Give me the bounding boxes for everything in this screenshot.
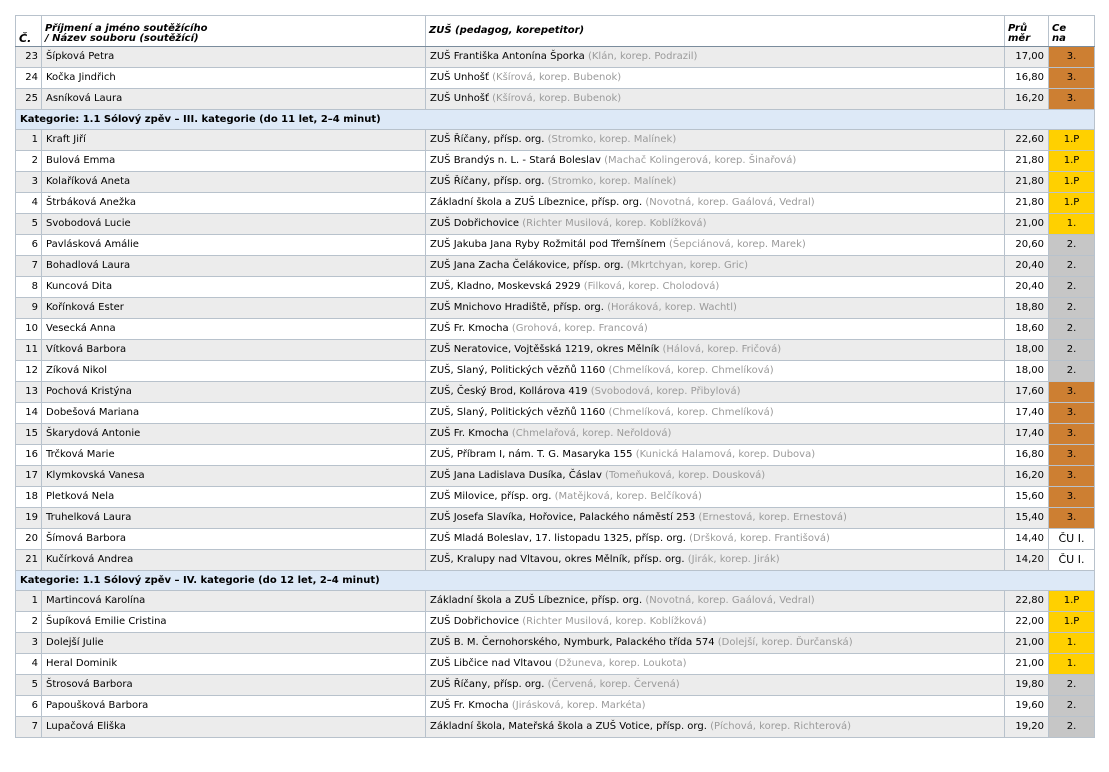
- school-name: ZUŠ Mnichovo Hradiště, přísp. org.: [430, 302, 604, 313]
- average-score: 19,80: [1005, 675, 1049, 696]
- average-score: 18,60: [1005, 319, 1049, 340]
- school-cell: [426, 382, 1005, 403]
- entry-number: 3: [16, 172, 42, 193]
- table-row: [16, 193, 1095, 214]
- school-name: ZUŠ Dobřichovice: [430, 616, 520, 627]
- teacher-names: (Grohová, korep. Francová): [511, 323, 648, 334]
- teacher-names: (Matějková, korep. Belčíková): [554, 491, 702, 502]
- average-score: 14,40: [1005, 529, 1049, 550]
- average-score: 15,60: [1005, 487, 1049, 508]
- school-cell: [426, 591, 1005, 612]
- school-name: ZUŠ Fr. Kmocha: [430, 700, 509, 711]
- contestant-name: Klymkovská Vanesa: [42, 466, 426, 487]
- entry-number: 7: [16, 256, 42, 277]
- school-name: ZUŠ Unhošť: [430, 72, 489, 83]
- teacher-names: (Dolejší, korep. Ďurčanská): [717, 637, 853, 648]
- table-row: [16, 130, 1095, 151]
- prize-badge: 3.: [1049, 68, 1095, 89]
- school-cell: [426, 633, 1005, 654]
- prize-badge: 1.P: [1049, 130, 1095, 151]
- entry-number: 20: [16, 529, 42, 550]
- average-score: 21,00: [1005, 214, 1049, 235]
- prize-badge: 1.P: [1049, 591, 1095, 612]
- contestant-name: Bulová Emma: [42, 151, 426, 172]
- average-score: 16,20: [1005, 89, 1049, 110]
- category-label: Kategorie: 1.1 Sólový zpěv – IV. kategorie (do 12 let, 2–4 minut): [16, 571, 1095, 591]
- average-score: 18,00: [1005, 361, 1049, 382]
- average-score: 21,80: [1005, 193, 1049, 214]
- teacher-names: (Mkrtchyan, korep. Gric): [626, 260, 749, 271]
- entry-number: 14: [16, 403, 42, 424]
- contestant-name: Kolaříková Aneta: [42, 172, 426, 193]
- average-score: 16,20: [1005, 466, 1049, 487]
- teacher-names: (Svobodová, korep. Přibylová): [590, 386, 741, 397]
- prize-badge: 2.: [1049, 256, 1095, 277]
- contestant-name: Martincová Karolína: [42, 591, 426, 612]
- prize-badge: ČU I.: [1049, 550, 1095, 571]
- school-cell: [426, 89, 1005, 110]
- prize-badge: 2.: [1049, 277, 1095, 298]
- contestant-name: Svobodová Lucie: [42, 214, 426, 235]
- teacher-names: (Džuneva, korep. Loukota): [554, 658, 687, 669]
- contestant-name: Šupíková Emilie Cristina: [42, 612, 426, 633]
- contestant-name: Pavlásková Amálie: [42, 235, 426, 256]
- average-score: 20,40: [1005, 277, 1049, 298]
- entry-number: 16: [16, 445, 42, 466]
- contestant-name: Štrbáková Anežka: [42, 193, 426, 214]
- entry-number: 1: [16, 591, 42, 612]
- school-cell: [426, 235, 1005, 256]
- contestant-name: Škarydová Antonie: [42, 424, 426, 445]
- school-name: Základní škola a ZUŠ Líbeznice, přísp. org.: [430, 595, 643, 606]
- contestant-name: Zíková Nikol: [42, 361, 426, 382]
- header-row: [16, 16, 1095, 47]
- contestant-name: Šímová Barbora: [42, 529, 426, 550]
- table-row: [16, 256, 1095, 277]
- teacher-names: (Červená, korep. Červená): [547, 679, 680, 690]
- contestant-name: Pletková Nela: [42, 487, 426, 508]
- teacher-names: (Dršková, korep. Františová): [689, 533, 830, 544]
- table-row: [16, 319, 1095, 340]
- school-cell: [426, 298, 1005, 319]
- school-cell: [426, 424, 1005, 445]
- average-score: 22,00: [1005, 612, 1049, 633]
- prize-badge: 3.: [1049, 487, 1095, 508]
- teacher-names: (Jirásková, korep. Markéta): [511, 700, 646, 711]
- entry-number: 6: [16, 696, 42, 717]
- teacher-names: (Jirák, korep. Jirák): [687, 554, 780, 565]
- table-row: [16, 550, 1095, 571]
- table-row: [16, 696, 1095, 717]
- school-cell: [426, 361, 1005, 382]
- school-name: ZUŠ, Kladno, Moskevská 2929: [430, 281, 581, 292]
- school-cell: [426, 487, 1005, 508]
- contestant-name: Bohadlová Laura: [42, 256, 426, 277]
- prize-badge: 3.: [1049, 508, 1095, 529]
- entry-number: 24: [16, 68, 42, 89]
- average-score: 21,00: [1005, 633, 1049, 654]
- teacher-names: (Richter Musilová, korep. Koblížková): [522, 218, 707, 229]
- entry-number: 9: [16, 298, 42, 319]
- school-name: ZUŠ Josefa Slavíka, Hořovice, Palackého náměstí 253: [430, 512, 696, 523]
- teacher-names: (Píchová, korep. Richterová): [710, 721, 852, 732]
- average-score: 18,80: [1005, 298, 1049, 319]
- contestant-name: Truhelková Laura: [42, 508, 426, 529]
- table-row: [16, 529, 1095, 550]
- header-number: Č.: [16, 16, 42, 47]
- teacher-names: (Horáková, korep. Wachtl): [607, 302, 737, 313]
- contestant-name: Kočka Jindřich: [42, 68, 426, 89]
- teacher-names: (Novotná, korep. Gaálová, Vedral): [645, 595, 815, 606]
- school-cell: [426, 654, 1005, 675]
- school-name: ZUŠ Unhošť: [430, 93, 489, 104]
- results-body: [16, 47, 1095, 738]
- school-name: ZUŠ Fr. Kmocha: [430, 428, 509, 439]
- school-cell: [426, 550, 1005, 571]
- entry-number: 4: [16, 654, 42, 675]
- contestant-name: Kořínková Ester: [42, 298, 426, 319]
- contestant-name: Štrosová Barbora: [42, 675, 426, 696]
- school-name: ZUŠ, Český Brod, Kollárova 419: [430, 386, 588, 397]
- entry-number: 7: [16, 717, 42, 738]
- entry-number: 15: [16, 424, 42, 445]
- contestant-name: Lupačová Eliška: [42, 717, 426, 738]
- school-cell: [426, 403, 1005, 424]
- average-score: 17,40: [1005, 403, 1049, 424]
- table-row: [16, 277, 1095, 298]
- teacher-names: (Novotná, korep. Gaálová, Vedral): [645, 197, 815, 208]
- school-name: ZUŠ Brandýs n. L. - Stará Boleslav: [430, 155, 601, 166]
- average-score: 22,60: [1005, 130, 1049, 151]
- prize-badge: ČU I.: [1049, 529, 1095, 550]
- table-row: [16, 445, 1095, 466]
- average-score: 20,40: [1005, 256, 1049, 277]
- average-score: 21,80: [1005, 172, 1049, 193]
- table-row: [16, 382, 1095, 403]
- prize-badge: 3.: [1049, 403, 1095, 424]
- table-row: [16, 151, 1095, 172]
- entry-number: 13: [16, 382, 42, 403]
- header-name-line1: Příjmení a jméno soutěžícího: [45, 23, 208, 34]
- school-name: ZUŠ Jakuba Jana Ryby Rožmitál pod Třemšínem: [430, 239, 666, 250]
- contestant-name: Dobešová Mariana: [42, 403, 426, 424]
- contestant-name: Asníková Laura: [42, 89, 426, 110]
- entry-number: 2: [16, 151, 42, 172]
- contestant-name: Heral Dominik: [42, 654, 426, 675]
- entry-number: 4: [16, 193, 42, 214]
- school-name: ZUŠ Mladá Boleslav, 17. listopadu 1325, přísp. org.: [430, 533, 686, 544]
- header-school: ZUŠ (pedagog, korepetitor): [426, 16, 1005, 47]
- prize-badge: 3.: [1049, 424, 1095, 445]
- teacher-names: (Chmelíková, korep. Chmelíková): [608, 365, 774, 376]
- prize-badge: 2.: [1049, 340, 1095, 361]
- table-row: [16, 89, 1095, 110]
- entry-number: 17: [16, 466, 42, 487]
- school-cell: [426, 529, 1005, 550]
- table-row: [16, 403, 1095, 424]
- table-row: [16, 47, 1095, 68]
- prize-badge: 1.P: [1049, 172, 1095, 193]
- average-score: 17,60: [1005, 382, 1049, 403]
- prize-badge: 2.: [1049, 235, 1095, 256]
- table-row: [16, 68, 1095, 89]
- school-name: ZUŠ, Příbram I, nám. T. G. Masaryka 155: [430, 449, 633, 460]
- entry-number: 2: [16, 612, 42, 633]
- school-name: ZUŠ Jana Zacha Čelákovice, přísp. org.: [430, 260, 624, 271]
- teacher-names: (Kšírová, korep. Bubenok): [492, 93, 622, 104]
- school-name: ZUŠ Říčany, přísp. org.: [430, 679, 545, 690]
- entry-number: 1: [16, 130, 42, 151]
- school-name: ZUŠ Františka Antonína Šporka: [430, 51, 585, 62]
- school-name: ZUŠ Milovice, přísp. org.: [430, 491, 552, 502]
- table-row: [16, 361, 1095, 382]
- school-cell: [426, 47, 1005, 68]
- average-score: 17,40: [1005, 424, 1049, 445]
- average-score: 17,00: [1005, 47, 1049, 68]
- entry-number: 3: [16, 633, 42, 654]
- prize-badge: 3.: [1049, 47, 1095, 68]
- entry-number: 18: [16, 487, 42, 508]
- prize-badge: 3.: [1049, 89, 1095, 110]
- school-cell: [426, 319, 1005, 340]
- results-table: [15, 15, 1095, 738]
- table-row: [16, 340, 1095, 361]
- header-score: Prů měr: [1005, 16, 1049, 47]
- contestant-name: Šípková Petra: [42, 47, 426, 68]
- prize-badge: 1.P: [1049, 193, 1095, 214]
- school-cell: [426, 466, 1005, 487]
- contestant-name: Pochová Kristýna: [42, 382, 426, 403]
- teacher-names: (Kšírová, korep. Bubenok): [492, 72, 622, 83]
- school-name: ZUŠ, Slaný, Politických vězňů 1160: [430, 407, 606, 418]
- table-row: [16, 235, 1095, 256]
- school-cell: [426, 340, 1005, 361]
- contestant-name: Vesecká Anna: [42, 319, 426, 340]
- entry-number: 6: [16, 235, 42, 256]
- contestant-name: Kučírková Andrea: [42, 550, 426, 571]
- table-row: [16, 466, 1095, 487]
- school-name: Základní škola a ZUŠ Líbeznice, přísp. org.: [430, 197, 643, 208]
- entry-number: 19: [16, 508, 42, 529]
- prize-badge: 2.: [1049, 361, 1095, 382]
- school-name: Základní škola, Mateřská škola a ZUŠ Votice, přísp. org.: [430, 721, 707, 732]
- school-cell: [426, 256, 1005, 277]
- prize-badge: 1.: [1049, 654, 1095, 675]
- school-cell: [426, 508, 1005, 529]
- average-score: 19,60: [1005, 696, 1049, 717]
- table-row: [16, 591, 1095, 612]
- school-cell: [426, 130, 1005, 151]
- entry-number: 5: [16, 675, 42, 696]
- teacher-names: (Šepciánová, korep. Marek): [668, 239, 806, 250]
- contestant-name: Dolejší Julie: [42, 633, 426, 654]
- school-name: ZUŠ Dobřichovice: [430, 218, 520, 229]
- table-row: [16, 508, 1095, 529]
- school-cell: [426, 172, 1005, 193]
- average-score: 15,40: [1005, 508, 1049, 529]
- prize-badge: 2.: [1049, 298, 1095, 319]
- school-name: ZUŠ Neratovice, Vojtěšská 1219, okres Mělník: [430, 344, 660, 355]
- school-name: ZUŠ Jana Ladislava Dusíka, Čáslav: [430, 470, 602, 481]
- school-cell: [426, 277, 1005, 298]
- prize-badge: 2.: [1049, 717, 1095, 738]
- school-name: ZUŠ Libčice nad Vltavou: [430, 658, 552, 669]
- entry-number: 5: [16, 214, 42, 235]
- contestant-name: Vítková Barbora: [42, 340, 426, 361]
- contestant-name: Kuncová Dita: [42, 277, 426, 298]
- contestant-name: Trčková Marie: [42, 445, 426, 466]
- prize-badge: 3.: [1049, 466, 1095, 487]
- table-row: [16, 298, 1095, 319]
- table-row: [16, 675, 1095, 696]
- prize-badge: 3.: [1049, 382, 1095, 403]
- entry-number: 11: [16, 340, 42, 361]
- school-cell: [426, 696, 1005, 717]
- header-name: [42, 16, 426, 47]
- average-score: 16,80: [1005, 445, 1049, 466]
- average-score: 20,60: [1005, 235, 1049, 256]
- average-score: 18,00: [1005, 340, 1049, 361]
- school-cell: [426, 214, 1005, 235]
- teacher-names: (Chmelíková, korep. Chmelíková): [608, 407, 774, 418]
- school-cell: [426, 193, 1005, 214]
- school-name: ZUŠ Říčany, přísp. org.: [430, 176, 545, 187]
- prize-badge: 1.: [1049, 214, 1095, 235]
- teacher-names: (Filková, korep. Cholodová): [583, 281, 720, 292]
- category-row: [16, 571, 1095, 591]
- prize-badge: 2.: [1049, 319, 1095, 340]
- school-name: ZUŠ Říčany, přísp. org.: [430, 134, 545, 145]
- school-name: ZUŠ, Kralupy nad Vltavou, okres Mělník, přísp. org.: [430, 554, 685, 565]
- table-row: [16, 717, 1095, 738]
- average-score: 19,20: [1005, 717, 1049, 738]
- average-score: 22,80: [1005, 591, 1049, 612]
- teacher-names: (Stromko, korep. Malínek): [547, 176, 677, 187]
- entry-number: 8: [16, 277, 42, 298]
- header-prize: Ce na: [1049, 16, 1095, 47]
- teacher-names: (Richter Musilová, korep. Koblížková): [522, 616, 707, 627]
- table-row: [16, 612, 1095, 633]
- entry-number: 21: [16, 550, 42, 571]
- average-score: 16,80: [1005, 68, 1049, 89]
- table-row: [16, 172, 1095, 193]
- average-score: 21,00: [1005, 654, 1049, 675]
- category-row: [16, 110, 1095, 130]
- school-cell: [426, 68, 1005, 89]
- contestant-name: Kraft Jiří: [42, 130, 426, 151]
- prize-badge: 1.P: [1049, 151, 1095, 172]
- school-name: ZUŠ B. M. Černohorského, Nymburk, Palackého třída 574: [430, 637, 715, 648]
- school-cell: [426, 612, 1005, 633]
- prize-badge: 1.P: [1049, 612, 1095, 633]
- entry-number: 25: [16, 89, 42, 110]
- average-score: 21,80: [1005, 151, 1049, 172]
- prize-badge: 2.: [1049, 696, 1095, 717]
- category-label: Kategorie: 1.1 Sólový zpěv – III. kategorie (do 11 let, 2–4 minut): [16, 110, 1095, 130]
- teacher-names: (Ernestová, korep. Ernestová): [698, 512, 847, 523]
- teacher-names: (Klán, korep. Podrazil): [587, 51, 698, 62]
- school-cell: [426, 675, 1005, 696]
- school-name: ZUŠ Fr. Kmocha: [430, 323, 509, 334]
- entry-number: 12: [16, 361, 42, 382]
- prize-badge: 3.: [1049, 445, 1095, 466]
- prize-badge: 1.: [1049, 633, 1095, 654]
- entry-number: 23: [16, 47, 42, 68]
- teacher-names: (Machač Kolingerová, korep. Šinařová): [604, 155, 797, 166]
- prize-badge: 2.: [1049, 675, 1095, 696]
- teacher-names: (Chmelařová, korep. Neřoldová): [511, 428, 672, 439]
- header-name-line2: / Název souboru (soutěžící): [45, 33, 199, 44]
- school-cell: [426, 717, 1005, 738]
- average-score: 14,20: [1005, 550, 1049, 571]
- table-row: [16, 487, 1095, 508]
- teacher-names: (Stromko, korep. Malínek): [547, 134, 677, 145]
- teacher-names: (Tomeňuková, korep. Dousková): [605, 470, 766, 481]
- teacher-names: (Kunická Halamová, korep. Dubova): [635, 449, 816, 460]
- entry-number: 10: [16, 319, 42, 340]
- table-row: [16, 424, 1095, 445]
- school-name: ZUŠ, Slaný, Politických vězňů 1160: [430, 365, 606, 376]
- school-cell: [426, 445, 1005, 466]
- table-row: [16, 654, 1095, 675]
- table-row: [16, 633, 1095, 654]
- teacher-names: (Hálová, korep. Fričová): [662, 344, 782, 355]
- table-row: [16, 214, 1095, 235]
- contestant-name: Papoušková Barbora: [42, 696, 426, 717]
- school-cell: [426, 151, 1005, 172]
